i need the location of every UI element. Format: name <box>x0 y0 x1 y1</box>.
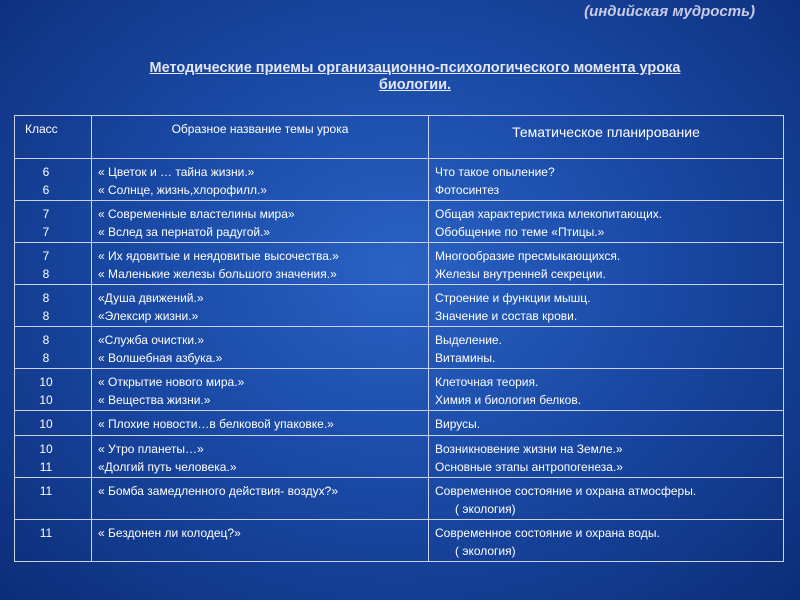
cell-line: «Служба очистки.» <box>98 333 205 347</box>
cell-planning <box>429 436 784 478</box>
table-row <box>15 201 784 243</box>
cell-line: 11 <box>39 484 53 498</box>
cell-planning <box>429 478 784 520</box>
cell-line: « Вещества жизни.» <box>98 393 211 407</box>
table-row <box>15 478 784 520</box>
cell-lesson-name <box>92 436 429 478</box>
cell-planning <box>429 411 784 436</box>
cell-line: Строение и функции мышц. <box>435 291 591 305</box>
cell-line: Что такое опыление? <box>435 165 555 179</box>
cell-line: Выделение. <box>435 333 502 347</box>
table-row <box>15 159 784 201</box>
cell-line: 10 <box>39 417 53 431</box>
cell-planning <box>429 159 784 201</box>
cell-line: Химия и биология белков. <box>435 393 582 407</box>
cell-line: 7 <box>42 225 50 239</box>
cell-class <box>15 478 92 520</box>
cell-planning <box>429 243 784 285</box>
cell-line: 7 <box>42 249 50 263</box>
cell-lesson-name <box>92 369 429 411</box>
cell-class <box>15 520 92 562</box>
cell-class <box>15 201 92 243</box>
cell-line: 8 <box>42 309 50 323</box>
cell-lesson-name <box>92 327 429 369</box>
cell-line: « Открытие нового мира.» <box>98 375 245 389</box>
cell-lesson-name <box>92 201 429 243</box>
cell-line: « Их ядовитые и неядовитые высочества.» <box>98 249 339 263</box>
cell-line: « Цветок и … тайна жизни.» <box>98 165 255 179</box>
cell-line: 10 <box>39 442 53 456</box>
cell-line: « Бомба замедленного действия- воздух?» <box>98 484 338 498</box>
cell-line: Железы внутренней секреции. <box>435 267 606 281</box>
cell-line: «Элексир жизни.» <box>98 309 199 323</box>
cell-line: Клеточная теория. <box>435 375 539 389</box>
cell-line: 11 <box>39 460 53 474</box>
cell-planning <box>429 369 784 411</box>
cell-line: Основные этапы антропогенеза.» <box>435 460 623 474</box>
table-row <box>15 411 784 436</box>
cell-lesson-name <box>92 285 429 327</box>
cell-line: ( экология) <box>455 502 516 516</box>
cell-class <box>15 411 92 436</box>
cell-line: « Современные властелины мира» <box>98 207 295 221</box>
cell-line: « Бездонен ли колодец?» <box>98 526 241 540</box>
cell-line: « Плохие новости…в белковой упаковке.» <box>98 417 334 431</box>
cell-line: « Солнце, жизнь,хлорофилл.» <box>98 183 267 197</box>
cell-line: Фотосинтез <box>435 183 500 197</box>
table-header-row <box>15 116 784 159</box>
cell-lesson-name <box>92 243 429 285</box>
cell-line: 6 <box>42 183 50 197</box>
cell-line: 8 <box>42 267 50 281</box>
cell-line: «Душа движений.» <box>98 291 204 305</box>
cell-line: 11 <box>39 526 53 540</box>
cell-line: « Утро планеты…» <box>98 442 204 456</box>
header-lesson-name: Образное название темы урока <box>92 116 429 159</box>
cell-planning <box>429 285 784 327</box>
cell-line: 8 <box>42 351 50 365</box>
cell-class <box>15 285 92 327</box>
cell-planning <box>429 201 784 243</box>
cell-class <box>15 243 92 285</box>
cell-lesson-name <box>92 159 429 201</box>
cell-line: « Вслед за пернатой радугой.» <box>98 225 271 239</box>
table-row <box>15 285 784 327</box>
table-row <box>15 436 784 478</box>
cell-line: 8 <box>42 291 50 305</box>
cell-line: Возникновение жизни на Земле.» <box>435 442 623 456</box>
cell-line: 7 <box>42 207 50 221</box>
table-row <box>15 243 784 285</box>
cell-lesson-name <box>92 411 429 436</box>
cell-line: 10 <box>39 393 53 407</box>
cell-planning <box>429 327 784 369</box>
table-row <box>15 520 784 562</box>
cell-lesson-name <box>92 520 429 562</box>
quote-attribution: (индийская мудрость) <box>584 3 755 20</box>
cell-line: Значение и состав крови. <box>435 309 578 323</box>
cell-line: Современное состояние и охрана атмосферы. <box>435 484 697 498</box>
cell-line: Общая характеристика млекопитающих. <box>435 207 663 221</box>
cell-line: 6 <box>42 165 50 179</box>
title-line-2: биологии. <box>378 77 452 93</box>
cell-class <box>15 436 92 478</box>
header-class: Класс <box>15 116 92 159</box>
cell-line: Обобщение по теме «Птицы.» <box>435 225 605 239</box>
cell-line: «Долгий путь человека.» <box>98 460 237 474</box>
cell-line: « Маленькие железы большого значения.» <box>98 267 337 281</box>
cell-class <box>15 159 92 201</box>
lessons-table <box>14 115 784 562</box>
cell-planning <box>429 520 784 562</box>
header-planning: Тематическое планирование <box>429 116 784 159</box>
table-row <box>15 327 784 369</box>
cell-class <box>15 327 92 369</box>
title-line-1: Методические приемы организационно-психологического момента урока <box>149 60 681 76</box>
cell-lesson-name <box>92 478 429 520</box>
cell-line: Вирусы. <box>435 417 481 431</box>
cell-line: Современное состояние и охрана воды. <box>435 526 660 540</box>
page-title <box>20 60 800 94</box>
cell-line: 10 <box>39 375 53 389</box>
cell-line: « Волшебная азбука.» <box>98 351 223 365</box>
cell-line: 8 <box>42 333 50 347</box>
cell-class <box>15 369 92 411</box>
cell-line: ( экология) <box>455 544 516 558</box>
cell-line: Витамины. <box>435 351 496 365</box>
cell-line: Многообразие пресмыкающихся. <box>435 249 621 263</box>
table-row <box>15 369 784 411</box>
